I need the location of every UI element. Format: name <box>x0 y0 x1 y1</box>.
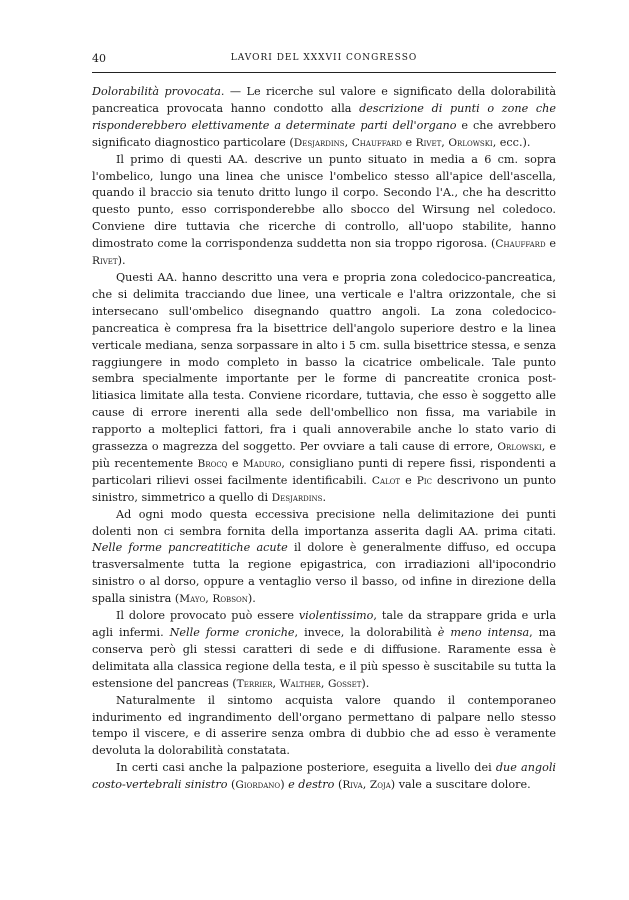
text-run: , <box>272 676 280 690</box>
text-run: e <box>401 135 416 149</box>
text-run: In certi casi anche la palpazione posteriore, eseguita a livello dei <box>116 761 496 775</box>
text-run: e <box>400 473 417 487</box>
author-name: Orlowski <box>497 441 542 454</box>
text-run: Naturalmente il sintomo acquista valore quando il contemporaneo indurimento ed ingrandimento dell'organo permettano di palpare nello stesso tempo il viscere, e di asserire senza ombra di dubbio che ad esso è veramente devoluta la dolorabilità constatata. <box>92 693 556 758</box>
text-run: , <box>320 676 328 690</box>
author-name: Walther <box>279 677 321 690</box>
text-run: , <box>344 135 352 149</box>
paragraph-5 <box>92 608 556 693</box>
italic-run: violentissimo <box>298 609 374 623</box>
author-name: Orlowski <box>448 136 493 149</box>
italic-run: e destro <box>288 778 335 792</box>
text-run: , ecc.). <box>492 135 531 149</box>
text-run: ). <box>247 592 256 606</box>
italic-run: è meno intensa <box>437 626 530 639</box>
text-run: , e più recentemente <box>92 440 557 470</box>
text-run: ( <box>227 778 236 792</box>
text-run: Questi AA. hanno descritto una vera e propria zona coledocico-pancreatica, che si delimita tracciando due linee, una verticale e l'altra orizzontale, che si intersecano sull'ombelico disegnando quattro angoli. La zona coledocico-pancreatica è compresa fra la bisettrice dell'angolo superiore destro e la linea verticale mediana, senza sorpassare in alto i 5 cm. sulla bisettrice stessa, e senza raggiungere in modo completo in basso la cicatrice ombelicale. Tale punto sembra specialmente importante per le forme di pancreatite cronica post-litiasica limitate alla testa. Conviene ricordare, tuttavia, che esso è soggetto alle cause di errore inerenti alla sede dell'ombellico non fissa, ma variabile in rapporto a molteplici fattori, fra i quali annoverabile anche lo stato vario di grassezza o magrezza del soggetto. Per ovviare a tali cause di errore, <box>92 270 556 454</box>
author-name: Brocq <box>197 457 228 470</box>
text-run: e che avrebbero significato diagnostico particolare ( <box>92 118 556 149</box>
italic-run: Nelle forme croniche <box>169 626 295 639</box>
text-run: , tale da strappare grida e urla agli infermi. <box>92 609 556 639</box>
author-name: Chauffard <box>495 238 546 251</box>
text-run: — Le ricerche sul valore e significato della dolorabilità pancreatica provocata hanno condotto alla <box>92 85 556 115</box>
author-name: Giordano <box>235 779 281 792</box>
text-run: il dolore è generalmente diffuso, ed occupa trasversalmente tutta la regione epigastrica, con irradiazioni all'ipocondrio sinistro o al dorso, oppure a ventaglio verso il basso, od infine in direzione della spalla sinistra ( <box>92 541 556 606</box>
author-name: Robson <box>212 593 248 606</box>
text-run: e <box>545 237 556 251</box>
italic-run: Nelle forme pancreatitiche acute <box>92 541 288 555</box>
text-run: ). <box>117 254 126 268</box>
running-head: LAVORI DEL XXXVII CONGRESSO <box>230 53 418 63</box>
author-name: Desjardins <box>293 136 345 149</box>
author-name: Maduro <box>242 457 282 470</box>
paragraph-4 <box>92 507 556 608</box>
paragraph-7 <box>92 760 556 794</box>
page-number: 40 <box>92 52 106 65</box>
author-name: Rivet <box>415 136 442 149</box>
italic-run: due angoli costo-vertebrali sinistro <box>92 761 556 792</box>
paragraph-2 <box>92 152 556 270</box>
text-run: Il dolore provocato può essere <box>116 609 299 623</box>
text-run: ). <box>361 676 370 690</box>
author-name: Chauffard <box>351 136 402 149</box>
text-run: , invece, la dolorabilità <box>294 626 438 639</box>
author-name: Gosset <box>327 677 362 690</box>
author-name: Desjardins <box>271 491 323 504</box>
text-run: Il primo di questi AA. descrive un punto situato in media a 6 cm. sopra l'ombelico, lungo una linea che unisce l'ombelico stesso all'apice dell'ascella, quando il braccio sia tenuto dritto lungo il corpo. Secondo l'A., che ha descritto questo punto, esso corrisponderebbe allo sbocco del Wirsung nel coledoco. Conviene dire tuttavia che ricerche di controllo, all'uopo stabilite, hanno dimostrato come la corrispondenza suddetta non sia troppo rigorosa. ( <box>92 152 556 251</box>
body-text <box>92 84 556 794</box>
text-run: Ad ogni modo questa eccessiva precisione nella delimitazione dei punti dolenti non ci sembra fornita della importanza asserita dagli AA. prima citati. <box>92 507 556 538</box>
text-run: , ma conserva però gli stessi caratteri di sede e di diffusione. Raramente essa è delimitata alla classica regione della testa, e il più spesso è suscitabile su tutta la estensione del pancreas ( <box>92 626 556 690</box>
text-run: ) <box>280 778 289 792</box>
text-run: , <box>441 135 449 149</box>
text-run: ) vale a suscitare dolore. <box>390 778 531 792</box>
paragraph-3 <box>92 270 556 507</box>
italic-run: descrizione di punti o zone che risponderebbero elettivamente a determinate parti dell'organo <box>92 101 556 132</box>
author-name: Pic <box>416 474 433 487</box>
page-header <box>92 52 556 73</box>
text-run: . <box>322 490 327 504</box>
paragraph-1 <box>92 84 556 152</box>
text-run: , <box>205 592 213 606</box>
author-name: Terrier <box>236 677 273 690</box>
author-name: Riva <box>342 779 363 792</box>
text-run: e <box>227 456 243 470</box>
text-run: , <box>362 778 370 792</box>
author-name: Zoja <box>369 779 391 792</box>
text-run: , consigliano punti di repere fissi, rispondenti a particolari rilievi ossei facilmente identificabili. <box>92 456 557 487</box>
text-run: ( <box>334 778 343 792</box>
author-name: Calot <box>371 474 401 487</box>
author-name: Rivet <box>92 255 118 268</box>
text-run: descrivono un punto sinistro, simmetrico a quello di <box>92 473 557 504</box>
paragraph-6 <box>92 693 556 761</box>
italic-run: Dolorabilità provocata. <box>92 85 225 98</box>
author-name: Mayo <box>179 593 206 606</box>
